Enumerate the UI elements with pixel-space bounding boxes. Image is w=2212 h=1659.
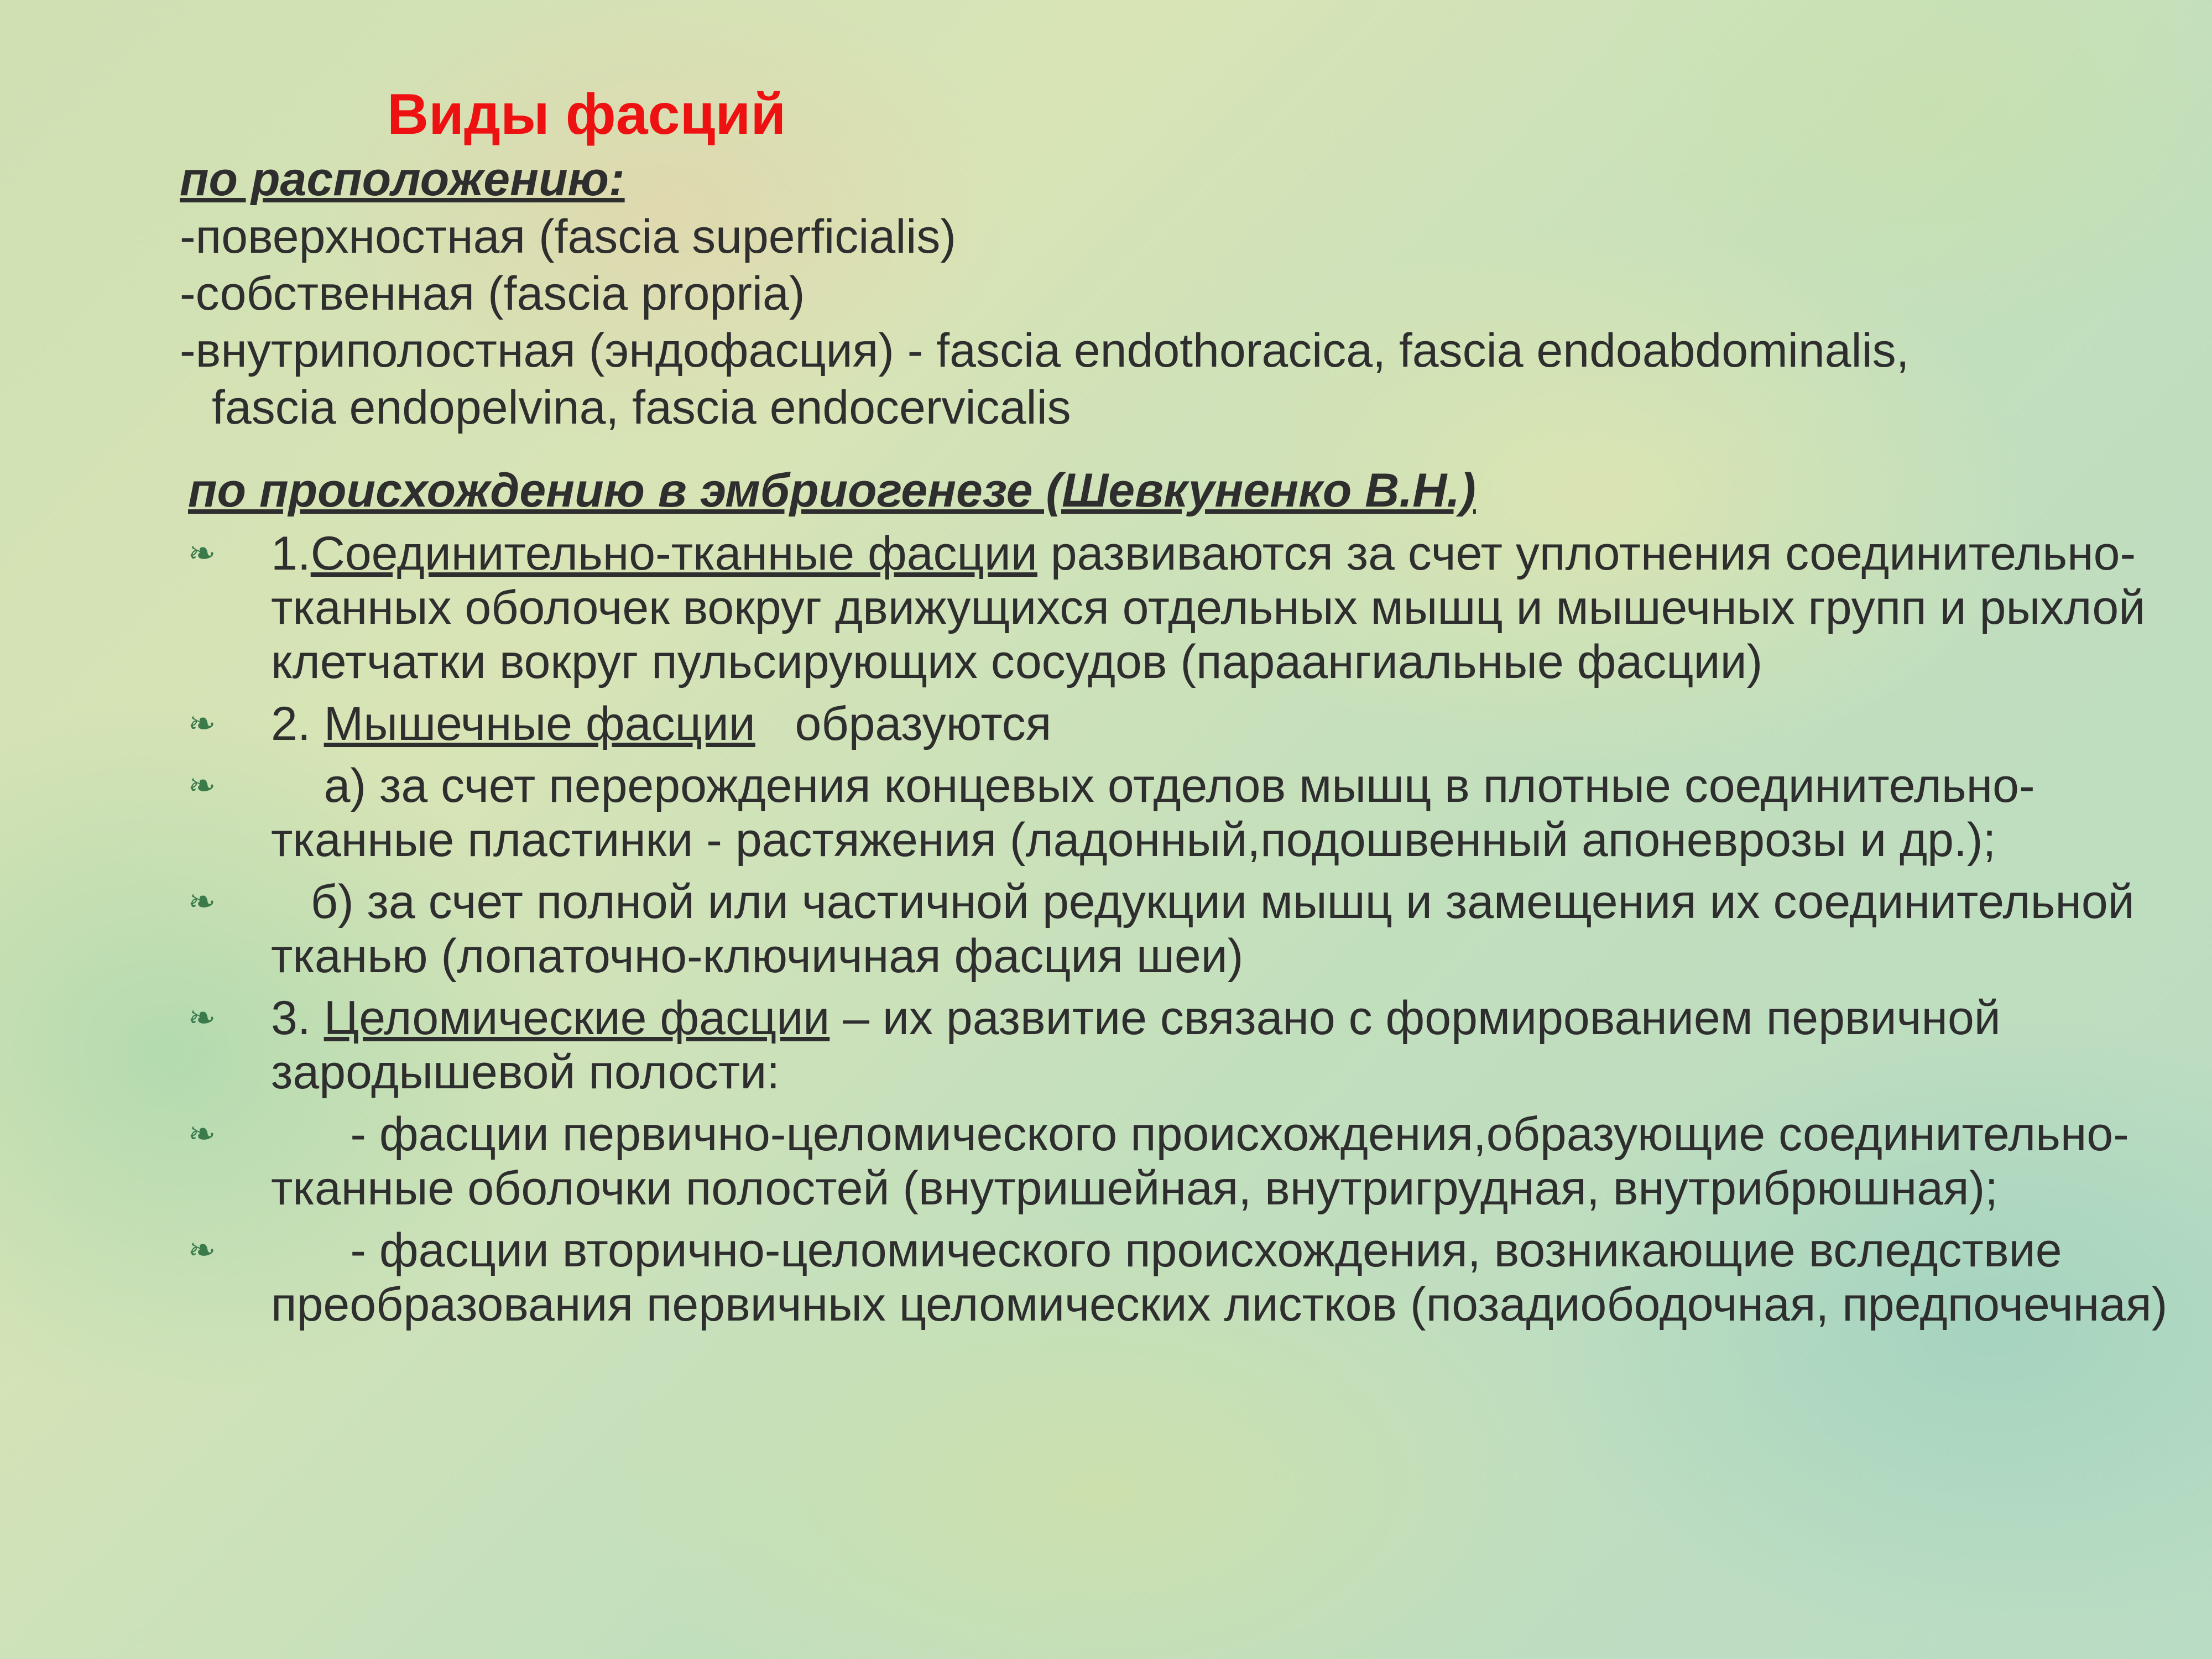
item-prefix — [271, 1224, 350, 1277]
section-by-location — [180, 150, 2182, 436]
leaf-bullet-icon: ❧ — [188, 998, 216, 1037]
item-text: а) за счет перерождения концевых отделов мышц в плотные соединительно-тканные пластинки - растяжения (ладонный,подошвенный апоневрозы и др.); — [271, 759, 2035, 867]
item-term: Мышечные фасции — [324, 697, 755, 750]
location-item-superficial: -поверхностная (fascia superficialis) — [180, 210, 957, 263]
section-heading-origin: по происхождению в эмбриогенезе (Шевкуненко В.Н.) — [188, 464, 1476, 517]
list-item — [188, 1107, 2190, 1215]
item-prefix: 3. — [271, 991, 324, 1045]
list-item — [188, 759, 2190, 867]
leaf-bullet-icon: ❧ — [188, 1114, 216, 1154]
location-item-propria: -собственная (fascia propria) — [180, 267, 805, 320]
location-item-endofascia-cont: fascia endopelvina, fascia endocervicalis — [212, 380, 1071, 434]
item-text: развиваются за счет уплотнения соединительно-тканных оболочек вокруг движущихся отдельных мышц и мышечных групп и рыхлой клетчатки вокруг пульсирующих сосудов (параангиальные фасции) — [271, 526, 2146, 688]
leaf-bullet-icon: ❧ — [188, 704, 216, 743]
item-prefix — [271, 759, 324, 812]
location-item-endofascia: -внутриполостная (эндофасция) - fascia endothoracica, fascia endoabdominalis, — [180, 324, 1910, 377]
leaf-bullet-icon: ❧ — [188, 882, 216, 921]
leaf-bullet-icon: ❧ — [188, 766, 216, 805]
slide-title: Виды фасций — [387, 82, 786, 147]
item-prefix: 1. — [271, 526, 311, 580]
heading-text: по расположению — [180, 153, 609, 206]
item-prefix: 2. — [271, 697, 324, 750]
item-term: Целомические фасции — [324, 991, 830, 1045]
item-prefix — [271, 1108, 350, 1161]
item-text: образуются — [755, 697, 1052, 750]
item-prefix — [271, 875, 311, 928]
leaf-bullet-icon: ❧ — [188, 534, 216, 573]
leaf-bullet-icon: ❧ — [188, 1230, 216, 1270]
item-text: – их развитие связано с формированием первичной зародышевой полости: — [271, 991, 2001, 1099]
list-item — [188, 526, 2190, 689]
section-heading-location — [180, 150, 2182, 208]
heading-suffix: : — [608, 153, 625, 206]
list-item — [188, 1223, 2190, 1332]
list-item — [188, 697, 2190, 751]
item-text: - фасции первично-целомического происхождения,образующие соединительно-тканные оболочки полостей (внутришейная, внутригрудная, внутрибрюшная); — [271, 1107, 2129, 1215]
list-item — [188, 991, 2190, 1099]
list-item — [188, 875, 2190, 983]
item-text: б) за счет полной или частичной редукции мышц и замещения их соединительной тканью (лопаточно-ключичная фасция шеи) — [271, 875, 2135, 983]
section-by-origin — [188, 462, 2190, 1339]
item-term: Соединительно-тканные фасции — [310, 526, 1037, 580]
item-text: - фасции вторично-целомического происхождения, возникающие вследствие преобразования первичных целомических листков (позадиободочная, предпочечная) — [271, 1223, 2168, 1331]
origin-bullet-list — [188, 526, 2190, 1332]
